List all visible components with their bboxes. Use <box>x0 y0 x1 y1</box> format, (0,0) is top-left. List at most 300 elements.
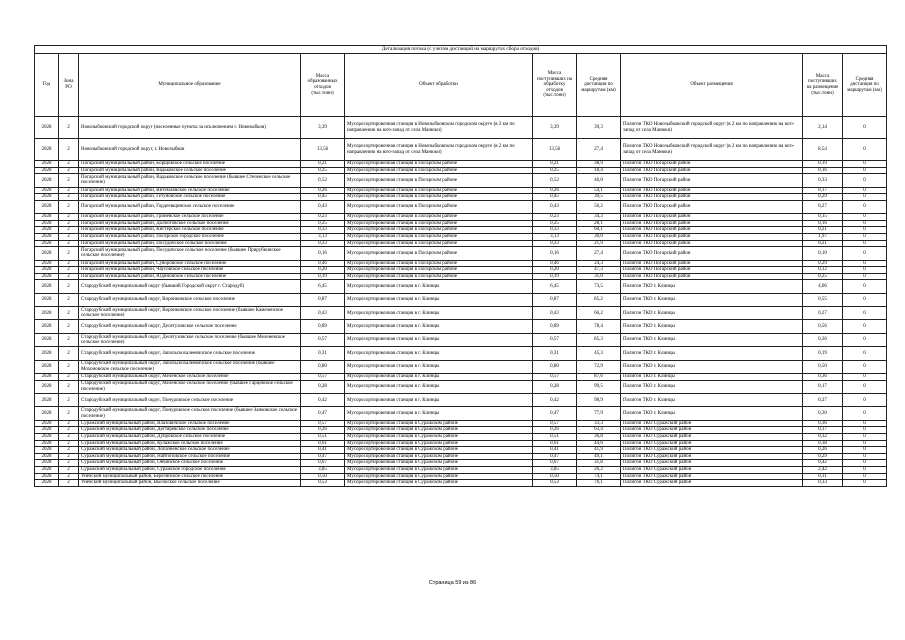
cell-placement-object: Полигон ТКО Погарский район <box>621 220 803 227</box>
cell-municipality: Погарский муниципальный район, Борщовское сельское поселение <box>79 161 301 168</box>
cell-mass-to-processing: 0,47 <box>533 453 577 460</box>
cell-avg-distance-placement: 0 <box>843 247 887 260</box>
cell-mass-generated: 13,56 <box>301 139 345 161</box>
cell-processing-object: Мусоросортировочная станция в г. Клинцы <box>345 320 533 333</box>
table-row <box>35 280 887 293</box>
cell-zone: 2 <box>59 460 79 467</box>
cell-municipality: Унечский муниципальный район, Березинское сельское поселение <box>79 473 301 480</box>
cell-municipality: Стародубский муниципальный округ, Запольскохалеевичское сельское поселение <box>79 347 301 360</box>
table-row <box>35 460 887 467</box>
cell-mass-to-processing: 0,53 <box>533 480 577 487</box>
table-row <box>35 200 887 213</box>
cell-municipality: Погарский муниципальный район, Погарское городское поселение <box>79 233 301 240</box>
cell-mass-to-placement: 0,17 <box>803 380 843 393</box>
cell-mass-generated: 0,20 <box>301 267 345 274</box>
cell-zone: 2 <box>59 320 79 333</box>
cell-placement-object: Полигон ТКО г. Клинцы <box>621 407 803 420</box>
cell-processing-object: Мусоросортировочная станция в Погарском районе <box>345 174 533 187</box>
cell-year: 2028 <box>35 200 59 213</box>
table-row <box>35 187 887 194</box>
cell-zone: 2 <box>59 394 79 407</box>
cell-mass-to-placement: 0,27 <box>803 394 843 407</box>
cell-avg-distance-placement: 0 <box>843 161 887 168</box>
cell-zone: 2 <box>59 117 79 139</box>
cell-mass-to-processing: 0,80 <box>533 360 577 373</box>
cell-mass-generated: 0,46 <box>301 260 345 267</box>
cell-mass-generated: 3,85 <box>301 466 345 473</box>
cell-processing-object: Мусоросортировочная станция в Погарском районе <box>345 187 533 194</box>
cell-mass-to-placement: 0,21 <box>803 227 843 234</box>
cell-zone: 2 <box>59 200 79 213</box>
cell-avg-distance-placement: 0 <box>843 267 887 274</box>
cell-municipality: Суражский муниципальный район, Дубровское сельское поселение <box>79 433 301 440</box>
cell-mass-to-processing: 3,85 <box>533 466 577 473</box>
cell-mass-generated: 0,26 <box>301 187 345 194</box>
cell-mass-generated: 0,33 <box>301 240 345 247</box>
cell-placement-object: Полигон ТКО Погарский район <box>621 267 803 274</box>
cell-mass-to-placement: 0,10 <box>803 247 843 260</box>
cell-avg-distance-placement: 0 <box>843 427 887 434</box>
header-avg-distance: Средняя дистанция по маршрутам (км) <box>577 54 621 117</box>
cell-year: 2028 <box>35 117 59 139</box>
cell-avg-distance: 38,9 <box>577 161 621 168</box>
cell-mass-generated: 0,43 <box>301 200 345 213</box>
cell-zone: 2 <box>59 260 79 267</box>
cell-mass-generated: 0,33 <box>301 227 345 234</box>
cell-zone: 2 <box>59 161 79 168</box>
cell-avg-distance-placement: 0 <box>843 480 887 487</box>
cell-avg-distance-placement: 0 <box>843 420 887 427</box>
cell-avg-distance: 73,5 <box>577 280 621 293</box>
cell-mass-generated: 0,51 <box>301 433 345 440</box>
table-row <box>35 227 887 234</box>
table-row <box>35 174 887 187</box>
cell-year: 2028 <box>35 480 59 487</box>
cell-zone: 2 <box>59 293 79 306</box>
cell-mass-to-placement: 0,25 <box>803 273 843 280</box>
cell-mass-to-placement: 0,42 <box>803 460 843 467</box>
header-processing-object: Объект обработки <box>345 54 533 117</box>
cell-zone: 2 <box>59 214 79 221</box>
table-row <box>35 233 887 240</box>
table-row <box>35 167 887 174</box>
cell-placement-object: Полигон ТКО Суражский район <box>621 433 803 440</box>
cell-mass-to-placement: 0,36 <box>803 333 843 346</box>
cell-avg-distance: 76,1 <box>577 480 621 487</box>
cell-placement-object: Полигон ТКО г. Клинцы <box>621 307 803 320</box>
table-row <box>35 307 887 320</box>
cell-mass-to-processing: 0,57 <box>533 374 577 381</box>
table-body <box>35 117 887 487</box>
cell-mass-to-processing: 0,67 <box>533 460 577 467</box>
cell-mass-to-placement: 8,54 <box>803 139 843 161</box>
header-mass-generated: Масса образованных отходов (тыс.тонн) <box>301 54 345 117</box>
cell-zone: 2 <box>59 433 79 440</box>
cell-mass-to-placement: 1,97 <box>803 233 843 240</box>
header-year: Год <box>35 54 59 117</box>
cell-zone: 2 <box>59 307 79 320</box>
cell-avg-distance-placement: 0 <box>843 293 887 306</box>
cell-municipality: Погарский муниципальный район, Суворовское сельское поселение <box>79 260 301 267</box>
cell-processing-object: Мусоросортировочная станция в Погарском районе <box>345 240 533 247</box>
cell-year: 2028 <box>35 174 59 187</box>
cell-municipality: Погарский муниципальный район, Вадьковское сельское поселение <box>79 167 301 174</box>
cell-year: 2028 <box>35 433 59 440</box>
table-row <box>35 161 887 168</box>
cell-placement-object: Полигон ТКО г. Клинцы <box>621 360 803 373</box>
cell-processing-object: Мусоросортировочная станция в Погарском районе <box>345 247 533 260</box>
table-row <box>35 440 887 447</box>
cell-mass-generated: 0,41 <box>301 447 345 454</box>
cell-year: 2028 <box>35 347 59 360</box>
cell-zone: 2 <box>59 267 79 274</box>
cell-mass-generated: 0,87 <box>301 293 345 306</box>
cell-mass-to-processing: 0,87 <box>533 293 577 306</box>
cell-processing-object: Мусоросортировочная станция в Суражском районе <box>345 466 533 473</box>
cell-zone: 2 <box>59 220 79 227</box>
cell-mass-to-placement: 0,36 <box>803 374 843 381</box>
cell-avg-distance: 87,6 <box>577 374 621 381</box>
cell-zone: 2 <box>59 139 79 161</box>
cell-zone: 2 <box>59 453 79 460</box>
cell-mass-to-placement: 0,16 <box>803 167 843 174</box>
cell-municipality: Унечский муниципальный район, Высокское сельское поселение <box>79 480 301 487</box>
cell-year: 2028 <box>35 280 59 293</box>
cell-processing-object: Мусоросортировочная станция в Погарском районе <box>345 161 533 168</box>
cell-avg-distance-placement: 0 <box>843 453 887 460</box>
cell-mass-to-placement: 0,31 <box>803 473 843 480</box>
table-row <box>35 333 887 346</box>
cell-mass-to-placement: 0,29 <box>803 194 843 201</box>
cell-processing-object: Мусоросортировочная станция в Новозыбковском городском округе (в 2 км по направлению на юго-запад от села Манюки) <box>345 117 533 139</box>
cell-processing-object: Мусоросортировочная станция в Суражском районе <box>345 453 533 460</box>
cell-avg-distance: 41,9 <box>577 447 621 454</box>
cell-avg-distance: 31,8 <box>577 460 621 467</box>
cell-mass-generated: 0,67 <box>301 460 345 467</box>
cell-municipality: Стародубский муниципальный округ, Воронковское сельское поселение (бывшее Камеченское сельское поселение) <box>79 307 301 320</box>
cell-year: 2028 <box>35 167 59 174</box>
cell-zone: 2 <box>59 440 79 447</box>
header-mass-to-processing: Масса поступивших на обработку отходов (тыс.тонн) <box>533 54 577 117</box>
cell-avg-distance: 47,3 <box>577 267 621 274</box>
cell-year: 2028 <box>35 247 59 260</box>
cell-avg-distance-placement: 0 <box>843 433 887 440</box>
cell-mass-generated: 0,80 <box>301 360 345 373</box>
cell-avg-distance-placement: 0 <box>843 360 887 373</box>
cell-placement-object: Полигон ТКО г. Клинцы <box>621 374 803 381</box>
cell-mass-to-processing: 0,16 <box>533 247 577 260</box>
cell-placement-object: Полигон ТКО Погарский район <box>621 187 803 194</box>
cell-mass-generated: 0,43 <box>301 307 345 320</box>
cell-mass-to-processing: 0,42 <box>533 394 577 407</box>
cell-placement-object: Полигон ТКО Суражский район <box>621 460 803 467</box>
cell-zone: 2 <box>59 333 79 346</box>
cell-municipality: Погарский муниципальный район, Гриневское сельское поселение <box>79 214 301 221</box>
cell-year: 2028 <box>35 320 59 333</box>
cell-municipality: Новозыбковский городской округ (населенные пункты за исключением г. Новозыбков) <box>79 117 301 139</box>
table-row <box>35 380 887 393</box>
cell-zone: 2 <box>59 360 79 373</box>
cell-avg-distance: 39,3 <box>577 117 621 139</box>
table-row <box>35 220 887 227</box>
cell-zone: 2 <box>59 240 79 247</box>
cell-year: 2028 <box>35 333 59 346</box>
cell-avg-distance-placement: 0 <box>843 240 887 247</box>
cell-mass-to-processing: 0,28 <box>533 380 577 393</box>
cell-mass-to-placement: 4,06 <box>803 280 843 293</box>
cell-avg-distance: 63,4 <box>577 427 621 434</box>
table-row <box>35 420 887 427</box>
cell-processing-object: Мусоросортировочная станция в Погарском районе <box>345 214 533 221</box>
cell-placement-object: Полигон ТКО Суражский район <box>621 473 803 480</box>
cell-processing-object: Мусоросортировочная станция в Погарском районе <box>345 273 533 280</box>
table-row <box>35 433 887 440</box>
cell-avg-distance: 27,4 <box>577 139 621 161</box>
cell-zone: 2 <box>59 420 79 427</box>
cell-mass-to-placement: 0,30 <box>803 407 843 420</box>
cell-avg-distance: 26,2 <box>577 466 621 473</box>
cell-placement-object: Полигон ТКО Погарский район <box>621 174 803 187</box>
cell-municipality: Стародубский муниципальный округ, Запольскохалеевичское сельское поселение (бывшее Мохоновское сельское поселение) <box>79 360 301 373</box>
cell-processing-object: Мусоросортировочная станция в Погарском районе <box>345 220 533 227</box>
cell-year: 2028 <box>35 267 59 274</box>
table-row <box>35 347 887 360</box>
cell-avg-distance-placement: 0 <box>843 407 887 420</box>
cell-mass-to-processing: 0,47 <box>533 407 577 420</box>
cell-municipality: Погарский муниципальный район, Посудичское сельское поселение <box>79 240 301 247</box>
cell-processing-object: Мусоросортировочная станция в г. Клинцы <box>345 293 533 306</box>
table-row <box>35 447 887 454</box>
cell-municipality: Стародубский муниципальный округ (бывший Городской округ г. Стародуб) <box>79 280 301 293</box>
cell-avg-distance: 85,3 <box>577 333 621 346</box>
cell-mass-generated: 0,26 <box>301 427 345 434</box>
cell-mass-generated: 0,57 <box>301 420 345 427</box>
cell-zone: 2 <box>59 247 79 260</box>
cell-mass-to-processing: 0,25 <box>533 220 577 227</box>
cell-avg-distance: 39,5 <box>577 194 621 201</box>
cell-year: 2028 <box>35 427 59 434</box>
cell-zone: 2 <box>59 227 79 234</box>
table-row <box>35 320 887 333</box>
cell-processing-object: Мусоросортировочная станция в Погарском районе <box>345 233 533 240</box>
cell-zone: 2 <box>59 480 79 487</box>
cell-avg-distance-placement: 0 <box>843 214 887 221</box>
header-placement-object: Объект размещения <box>621 54 803 117</box>
cell-placement-object: Полигон ТКО г. Клинцы <box>621 380 803 393</box>
cell-avg-distance-placement: 0 <box>843 167 887 174</box>
cell-municipality: Суражский муниципальный район, Овчинское сельское поселение <box>79 460 301 467</box>
cell-processing-object: Мусоросортировочная станция в Погарском районе <box>345 260 533 267</box>
cell-mass-to-placement: 0,56 <box>803 320 843 333</box>
cell-mass-to-processing: 0,43 <box>533 307 577 320</box>
cell-processing-object: Мусоросортировочная станция в Суражском районе <box>345 480 533 487</box>
cell-zone: 2 <box>59 167 79 174</box>
cell-avg-distance: 77,9 <box>577 407 621 420</box>
cell-mass-generated: 0,61 <box>301 440 345 447</box>
cell-year: 2028 <box>35 394 59 407</box>
cell-placement-object: Полигон ТКО г. Клинцы <box>621 320 803 333</box>
cell-avg-distance-placement: 0 <box>843 194 887 201</box>
cell-municipality: Суражский муниципальный район, Кулажское сельское поселение <box>79 440 301 447</box>
cell-mass-generated: 0,89 <box>301 320 345 333</box>
cell-mass-generated: 0,31 <box>301 347 345 360</box>
cell-avg-distance: 24,3 <box>577 260 621 267</box>
cell-avg-distance: 30,0 <box>577 233 621 240</box>
cell-mass-to-processing: 0,57 <box>533 333 577 346</box>
cell-mass-to-placement: 0,17 <box>803 427 843 434</box>
cell-year: 2028 <box>35 466 59 473</box>
cell-year: 2028 <box>35 161 59 168</box>
cell-zone: 2 <box>59 280 79 293</box>
cell-municipality: Погарский муниципальный район, Кистерское сельское поселение <box>79 227 301 234</box>
cell-mass-generated: 0,42 <box>301 394 345 407</box>
cell-mass-generated: 0,16 <box>301 247 345 260</box>
cell-mass-to-placement: 0,17 <box>803 187 843 194</box>
cell-processing-object: Мусоросортировочная станция в Новозыбковском городском округе (в 2 км по направлению на юго-запад от села Манюки) <box>345 139 533 161</box>
cell-processing-object: Мусоросортировочная станция в Погарском районе <box>345 227 533 234</box>
cell-mass-generated: 0,53 <box>301 480 345 487</box>
cell-avg-distance-placement: 0 <box>843 187 887 194</box>
cell-avg-distance-placement: 0 <box>843 200 887 213</box>
cell-avg-distance: 74,1 <box>577 473 621 480</box>
cell-avg-distance-placement: 0 <box>843 117 887 139</box>
header-zone: Зона РО <box>59 54 79 117</box>
cell-avg-distance-placement: 0 <box>843 320 887 333</box>
cell-avg-distance: 72,9 <box>577 360 621 373</box>
cell-year: 2028 <box>35 260 59 267</box>
cell-zone: 2 <box>59 407 79 420</box>
cell-mass-to-processing: 0,33 <box>533 227 577 234</box>
cell-mass-to-processing: 0,50 <box>533 473 577 480</box>
cell-avg-distance-placement: 0 <box>843 233 887 240</box>
cell-year: 2028 <box>35 374 59 381</box>
cell-placement-object: Полигон ТКО Погарский район <box>621 227 803 234</box>
cell-year: 2028 <box>35 187 59 194</box>
cell-processing-object: Мусоросортировочная станция в Погарском районе <box>345 267 533 274</box>
table-row <box>35 117 887 139</box>
table-row <box>35 139 887 161</box>
table-row <box>35 214 887 221</box>
header-avg-distance-placement: Средняя дистанция по маршрутам (км) <box>843 54 887 117</box>
cell-mass-to-placement: 2,42 <box>803 466 843 473</box>
cell-zone: 2 <box>59 380 79 393</box>
cell-placement-object: Полигон ТКО Погарский район <box>621 233 803 240</box>
cell-municipality: Стародубский муниципальный округ, Меленское сельское поселение (бывшее Гарцевское сельское поселение) <box>79 380 301 393</box>
cell-year: 2028 <box>35 360 59 373</box>
cell-mass-to-processing: 0,41 <box>533 447 577 454</box>
cell-year: 2028 <box>35 460 59 467</box>
cell-avg-distance-placement: 0 <box>843 260 887 267</box>
cell-processing-object: Мусоросортировочная станция в Погарском районе <box>345 167 533 174</box>
cell-placement-object: Полигон ТКО Погарский район <box>621 247 803 260</box>
cell-avg-distance: 31,0 <box>577 273 621 280</box>
cell-processing-object: Мусоросортировочная станция в г. Клинцы <box>345 307 533 320</box>
cell-processing-object: Мусоросортировочная станция в Погарском районе <box>345 200 533 213</box>
cell-avg-distance: 98,9 <box>577 394 621 407</box>
cell-processing-object: Мусоросортировочная станция в г. Клинцы <box>345 347 533 360</box>
cell-zone: 2 <box>59 273 79 280</box>
cell-year: 2028 <box>35 220 59 227</box>
cell-processing-object: Мусоросортировочная станция в Суражском районе <box>345 433 533 440</box>
cell-placement-object: Полигон ТКО г. Клинцы <box>621 293 803 306</box>
cell-mass-to-placement: 0,38 <box>803 440 843 447</box>
cell-municipality: Суражский муниципальный район, Влазовичское сельское поселение <box>79 420 301 427</box>
cell-processing-object: Мусоросортировочная станция в Погарском районе <box>345 194 533 201</box>
cell-mass-generated: 0,23 <box>301 214 345 221</box>
cell-municipality: Погарский муниципальный район, Витемлянское сельское поселение <box>79 187 301 194</box>
cell-placement-object: Полигон ТКО Суражский район <box>621 480 803 487</box>
cell-placement-object: Полигон ТКО г. Клинцы <box>621 280 803 293</box>
cell-municipality: Суражский муниципальный район, Дегтяревское сельское поселение <box>79 427 301 434</box>
cell-mass-to-placement: 0,36 <box>803 420 843 427</box>
cell-avg-distance: 34,3 <box>577 214 621 221</box>
cell-mass-to-processing: 0,20 <box>533 267 577 274</box>
header-mass-to-placement: Масса поступивших на размещение (тыс.тонн) <box>803 54 843 117</box>
cell-mass-to-placement: 0,27 <box>803 200 843 213</box>
cell-avg-distance-placement: 0 <box>843 220 887 227</box>
table-row <box>35 427 887 434</box>
cell-avg-distance-placement: 0 <box>843 394 887 407</box>
cell-placement-object: Полигон ТКО Суражский район <box>621 453 803 460</box>
cell-municipality: Стародубский муниципальный округ, Понуровское сельское поселение <box>79 394 301 407</box>
cell-year: 2028 <box>35 307 59 320</box>
cell-avg-distance-placement: 0 <box>843 460 887 467</box>
cell-zone: 2 <box>59 427 79 434</box>
cell-avg-distance: 99,5 <box>577 380 621 393</box>
cell-placement-object: Полигон ТКО Суражский район <box>621 466 803 473</box>
cell-mass-generated: 0,39 <box>301 273 345 280</box>
cell-avg-distance: 56,2 <box>577 200 621 213</box>
table-row <box>35 453 887 460</box>
cell-processing-object: Мусоросортировочная станция в г. Клинцы <box>345 380 533 393</box>
table-row <box>35 293 887 306</box>
table-row <box>35 394 887 407</box>
cell-processing-object: Мусоросортировочная станция в Суражском районе <box>345 427 533 434</box>
cell-zone: 2 <box>59 187 79 194</box>
cell-mass-generated: 0,25 <box>301 167 345 174</box>
cell-mass-to-placement: 0,26 <box>803 447 843 454</box>
cell-mass-to-placement: 0,50 <box>803 360 843 373</box>
cell-year: 2028 <box>35 407 59 420</box>
cell-avg-distance-placement: 0 <box>843 447 887 454</box>
cell-municipality: Суражский муниципальный район, Лопазненское сельское поселение <box>79 447 301 454</box>
cell-mass-to-processing: 13,56 <box>533 139 577 161</box>
cell-mass-to-processing: 0,43 <box>533 200 577 213</box>
cell-mass-generated: 0,52 <box>301 174 345 187</box>
cell-placement-object: Полигон ТКО Новозыбковский городской округ (в 2 км по направлению на юго-запад от села Манюки) <box>621 117 803 139</box>
cell-municipality: Погарский муниципальный район, Чаусовское сельское поселение <box>79 267 301 274</box>
cell-avg-distance-placement: 0 <box>843 174 887 187</box>
cell-processing-object: Мусоросортировочная станция в г. Клинцы <box>345 280 533 293</box>
cell-mass-to-placement: 0,19 <box>803 347 843 360</box>
cell-year: 2028 <box>35 233 59 240</box>
cell-avg-distance: 18,4 <box>577 167 621 174</box>
cell-avg-distance: 36,8 <box>577 433 621 440</box>
cell-processing-object: Мусоросортировочная станция в Суражском районе <box>345 460 533 467</box>
cell-mass-generated: 0,47 <box>301 407 345 420</box>
cell-processing-object: Мусоросортировочная станция в Суражском районе <box>345 447 533 454</box>
cell-avg-distance-placement: 0 <box>843 380 887 393</box>
table-row <box>35 267 887 274</box>
cell-mass-to-placement: 0,33 <box>803 480 843 487</box>
cell-year: 2028 <box>35 420 59 427</box>
cell-mass-to-placement: 0,16 <box>803 220 843 227</box>
cell-mass-to-processing: 3,13 <box>533 233 577 240</box>
cell-year: 2028 <box>35 273 59 280</box>
cell-year: 2028 <box>35 453 59 460</box>
cell-avg-distance-placement: 0 <box>843 473 887 480</box>
cell-mass-to-processing: 6,45 <box>533 280 577 293</box>
